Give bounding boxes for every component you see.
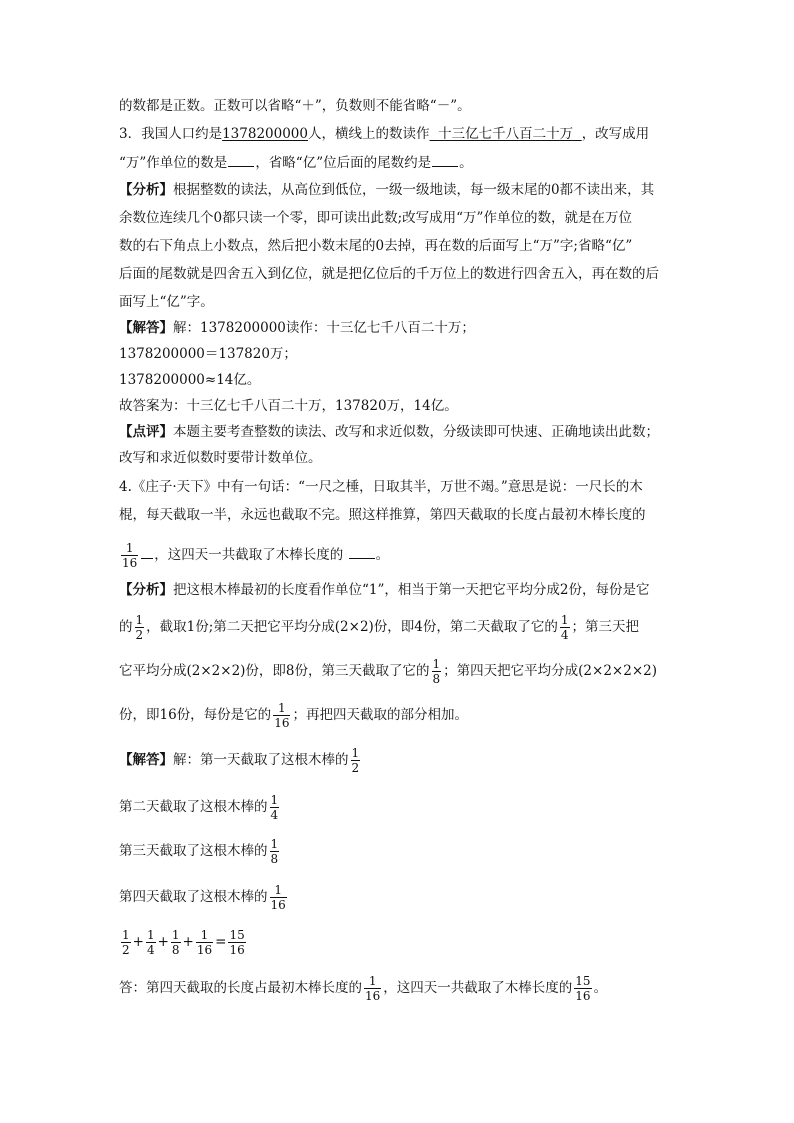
text-line bbox=[119, 96, 471, 116]
question-4-line bbox=[119, 477, 643, 497]
answer-text: 解：第一天截取了这根木棒的 bbox=[173, 752, 349, 768]
question-4-line bbox=[119, 540, 389, 570]
numerator: 1 bbox=[270, 837, 279, 851]
numerator: 1 bbox=[278, 701, 286, 715]
analysis-text: 面写上“亿”字。 bbox=[119, 294, 214, 310]
fraction bbox=[270, 883, 287, 912]
plus-sign: + bbox=[132, 934, 144, 950]
answer-blank bbox=[432, 152, 458, 167]
analysis-text: 后面的尾数就是四舍五入到亿位，就是把亿位后的千万位上的数进行四舍五入，再在数的后 bbox=[119, 266, 659, 282]
answer-blank bbox=[228, 152, 254, 167]
plus-sign: + bbox=[157, 934, 169, 950]
q3-reading-answer bbox=[430, 126, 582, 142]
fraction bbox=[432, 657, 442, 686]
equals-sign: = bbox=[215, 934, 227, 950]
final-answer-text: 答：第四天截取的长度占最初木棒长度的 bbox=[119, 980, 362, 996]
analysis-line bbox=[119, 264, 659, 284]
fraction bbox=[270, 837, 280, 866]
analysis-line bbox=[119, 656, 657, 686]
analysis-line bbox=[119, 180, 654, 200]
q3-text: ，改写成用 bbox=[581, 126, 650, 142]
numerator: 1 bbox=[146, 928, 155, 942]
q3-text: 。 bbox=[459, 155, 473, 171]
answer-text: 第四天截取了这根木棒的 bbox=[119, 889, 268, 905]
analysis-line bbox=[119, 236, 632, 256]
analysis-text: 余数位连续几个0都只读一个零，即可读出此数;改写成用“万”作单位的数，就是在万位 bbox=[119, 210, 632, 226]
numerator: 1 bbox=[125, 541, 134, 555]
answer-text: 解：1378200000读作：十三亿七千八百二十万； bbox=[173, 320, 475, 336]
comment-line bbox=[119, 422, 659, 442]
answer-text: 故答案为：十三亿七千八百二十万，137820万，14亿。 bbox=[119, 398, 458, 414]
numerator: 1 bbox=[200, 928, 209, 942]
answer-tag: 【解答】 bbox=[119, 752, 173, 768]
numerator: 1 bbox=[270, 793, 279, 807]
analysis-tag: 【分析】 bbox=[119, 582, 173, 598]
denominator: 2 bbox=[351, 761, 360, 775]
q4-text: ，这四天一共截取了木棒长度的 bbox=[154, 547, 344, 563]
fraction bbox=[135, 613, 145, 642]
q3-text: “万”作单位的数是 bbox=[119, 155, 228, 171]
answer-text: 1378200000＝137820万； bbox=[119, 346, 297, 362]
fraction bbox=[560, 613, 570, 642]
q4-text: 棍，每天截取一半，永远也截取不完。照这样推算，第四天截取的长度占最初木棒长度的 bbox=[119, 507, 646, 523]
numerator: 1 bbox=[432, 657, 441, 671]
answer-line bbox=[119, 836, 281, 866]
numerator: 1 bbox=[560, 613, 569, 627]
numerator: 1 bbox=[351, 746, 360, 760]
answer-line bbox=[119, 318, 475, 338]
answer-line bbox=[119, 882, 289, 912]
denominator: 2 bbox=[135, 628, 144, 642]
fraction bbox=[351, 746, 361, 775]
comment-text: 改写和求近似数时要带计数单位。 bbox=[119, 450, 322, 466]
line-text: 的数都是正数。正数可以省略“＋”，负数则不能省略“－”。 bbox=[119, 98, 471, 114]
denominator: 16 bbox=[229, 943, 245, 957]
numerator: 1 bbox=[171, 928, 180, 942]
denominator: 16 bbox=[270, 898, 286, 912]
question-4-line bbox=[119, 505, 646, 525]
fraction bbox=[574, 974, 591, 1003]
comment-text: 本题主要考查整数的读法、改写和求近似数，分级读即可快速、正确地读出此数； bbox=[173, 424, 659, 440]
analysis-text: 份，即16份，每份是它的 bbox=[119, 707, 272, 723]
analysis-line bbox=[119, 208, 632, 228]
denominator: 2 bbox=[122, 943, 130, 957]
fraction bbox=[121, 541, 138, 570]
denominator: 16 bbox=[575, 989, 591, 1003]
denominator: 8 bbox=[171, 943, 180, 957]
numerator: 1 bbox=[274, 883, 282, 897]
denominator: 16 bbox=[365, 989, 381, 1003]
analysis-text: ；第三天把 bbox=[571, 619, 640, 635]
q3-text: 人，横线上的数读作 bbox=[308, 126, 430, 142]
answer-line bbox=[119, 745, 362, 775]
answer-line bbox=[119, 344, 297, 364]
denominator: 4 bbox=[146, 943, 155, 957]
fraction bbox=[270, 793, 280, 822]
fraction bbox=[121, 928, 131, 957]
fraction bbox=[171, 928, 181, 957]
answer-blank bbox=[349, 544, 375, 559]
comment-line bbox=[119, 448, 322, 468]
answer-line bbox=[119, 792, 281, 822]
answer-line bbox=[119, 370, 260, 390]
plus-sign: + bbox=[182, 934, 194, 950]
analysis-text: 把这根木棒最初的长度看作单位“1”，相当于第一天把它平均分成2份，每份是它 bbox=[173, 582, 650, 598]
denominator: 4 bbox=[270, 808, 279, 822]
denominator: 16 bbox=[196, 943, 213, 957]
q3-text: ，省略“亿”位后面的尾数约是 bbox=[255, 155, 432, 171]
answer-line bbox=[119, 396, 458, 416]
analysis-line bbox=[119, 612, 639, 642]
numerator: 1 bbox=[368, 974, 377, 988]
numerator: 1 bbox=[135, 613, 144, 627]
q3-number: 1378200000 bbox=[222, 126, 308, 142]
analysis-text: 的 bbox=[119, 619, 133, 635]
answer-text: 第三天截取了这根木棒的 bbox=[119, 843, 268, 859]
final-answer-text: 。 bbox=[593, 980, 608, 996]
q3-reading-text: 十三亿七千八百二十万 bbox=[438, 126, 574, 142]
final-answer bbox=[119, 973, 607, 1003]
q4-text: 。 bbox=[375, 547, 390, 563]
analysis-text: 根据整数的读法，从高位到低位，一级一级地读，每一级末尾的0都不读出来，其 bbox=[173, 182, 655, 198]
analysis-line bbox=[119, 580, 649, 600]
denominator: 8 bbox=[270, 852, 279, 866]
fraction bbox=[196, 928, 213, 957]
comment-tag: 【点评】 bbox=[119, 424, 173, 440]
answer-blank bbox=[141, 544, 153, 559]
question-3-line-2 bbox=[119, 152, 473, 173]
numerator: 15 bbox=[575, 974, 591, 988]
answer-text: 第二天截取了这根木棒的 bbox=[119, 799, 268, 815]
numerator: 15 bbox=[229, 928, 245, 942]
answer-tag: 【解答】 bbox=[119, 320, 173, 336]
analysis-line bbox=[119, 700, 468, 730]
analysis-text: ，截取1份;第二天把它平均分成(2×2)份，即4份，第二天截取了它的 bbox=[146, 619, 558, 635]
final-answer-text: ，这四天一共截取了木棒长度的 bbox=[383, 980, 573, 996]
denominator: 4 bbox=[560, 628, 569, 642]
denominator: 16 bbox=[274, 716, 290, 730]
question-3-line-1 bbox=[119, 124, 649, 144]
sum-equation bbox=[119, 927, 248, 957]
analysis-text: ；第四天把它平均分成(2×2×2×2) bbox=[443, 663, 657, 679]
fraction bbox=[146, 928, 156, 957]
denominator: 16 bbox=[122, 556, 138, 570]
fraction bbox=[273, 701, 290, 730]
analysis-tag: 【分析】 bbox=[119, 182, 173, 198]
q4-text: 4.《庄子·天下》中有一句话：“一尺之棰，日取其半，万世不竭。”意思是说：一尺长的木 bbox=[119, 479, 643, 495]
answer-text: 1378200000≈14亿。 bbox=[119, 372, 261, 388]
numerator: 1 bbox=[122, 928, 130, 942]
fraction bbox=[228, 928, 245, 957]
analysis-text: 它平均分成(2×2×2)份，即8份，第三天截取了它的 bbox=[119, 663, 430, 679]
q3-text: 3．我国人口约是 bbox=[119, 126, 223, 142]
analysis-line bbox=[119, 292, 214, 312]
fraction bbox=[364, 974, 381, 1003]
analysis-text: 数的右下角点上小数点，然后把小数末尾的0去掉，再在数的后面写上“万”字;省略“亿” bbox=[119, 238, 633, 254]
analysis-text: ；再把四天截取的部分相加。 bbox=[292, 707, 468, 723]
denominator: 8 bbox=[432, 672, 441, 686]
